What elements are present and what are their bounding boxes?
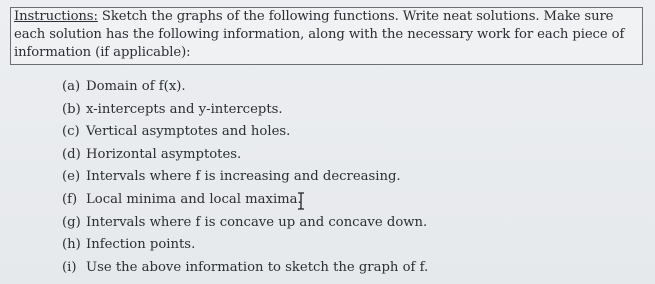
- instructions-paragraph: [14, 8, 646, 62]
- list-item-text: Infection points.: [86, 237, 196, 253]
- list-marker: (d): [62, 146, 81, 162]
- list-item: [62, 189, 622, 212]
- list-marker: (i): [62, 259, 77, 275]
- list-item: [62, 76, 622, 99]
- list-item-text: Local minima and local maxima.: [86, 191, 302, 207]
- list-item: [62, 234, 622, 257]
- requirements-list: [62, 76, 622, 279]
- list-item: [62, 212, 622, 235]
- list-item-text: x-intercepts and y-intercepts.: [86, 101, 283, 117]
- list-item-text: Vertical asymptotes and holes.: [86, 124, 291, 140]
- list-item-text: Horizontal asymptotes.: [86, 146, 242, 162]
- list-item: [62, 166, 622, 189]
- list-marker: (a): [62, 79, 81, 94]
- list-item: [62, 99, 622, 122]
- list-marker: (g): [62, 214, 81, 230]
- list-item: [62, 257, 622, 280]
- instructions-body: Sketch the graphs of the following functions. Write neat solutions. Make sure each solution has the following information, along with the necessary work for each piece of information (if applicable):: [14, 9, 625, 60]
- list-item-text: Use the above information to sketch the graph of f.: [86, 259, 429, 275]
- list-marker: (b): [62, 101, 81, 117]
- list-item-text: Domain of f(x).: [86, 79, 186, 94]
- instructions-heading: Instructions:: [14, 9, 98, 24]
- list-marker: (c): [62, 124, 80, 140]
- list-item: [62, 144, 622, 167]
- list-item-text: Intervals where f is concave up and concave down.: [86, 214, 428, 230]
- list-marker: (f): [62, 191, 78, 207]
- text-cursor-icon: [296, 192, 306, 210]
- list-item-text: Intervals where f is increasing and decreasing.: [86, 169, 401, 185]
- list-marker: (e): [62, 169, 81, 185]
- list-item: [62, 121, 622, 144]
- list-marker: (h): [62, 237, 81, 253]
